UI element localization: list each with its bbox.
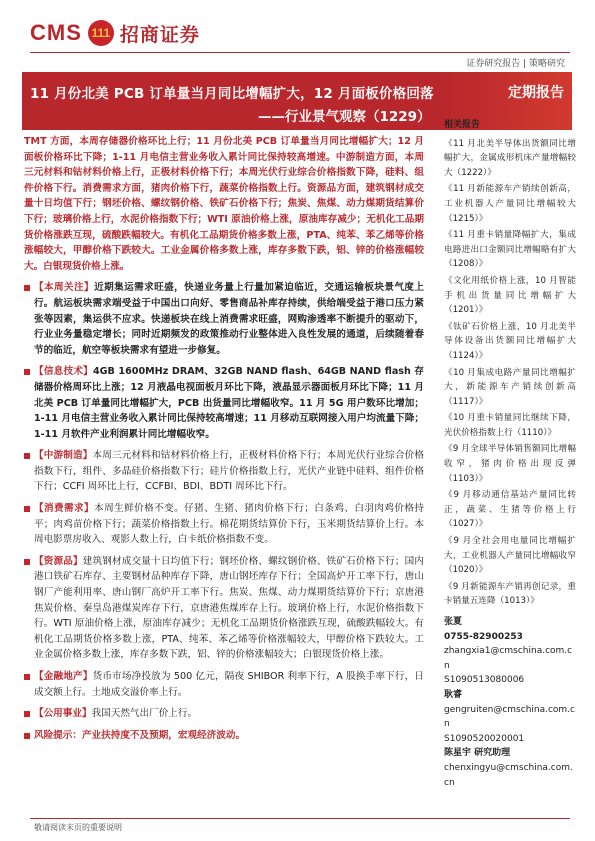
section-text: 近期集运需求旺盛，快递业务量上行量加紧迫临近，交通运输板块景气度上行。航运板块需求端受益于中国出口向好、零售商品补库存持续，供给端受益于港口压力紧张等因素，集运供不应求。快递板块在线上消费需求旺盛，网购渗透率不断提升的驱动下，行业业务量稳定增长；同时近期频发的政策推动行业整体进入良性发展的通道，后续随着春节的临近，航空等板块需求有望进一步修复。	[34, 282, 425, 356]
analyst-cert: S1090513080006	[444, 675, 525, 686]
analyst-email[interactable]: gengruiten@cmschina.com.cn	[444, 704, 576, 730]
bullet-square-icon	[24, 674, 30, 680]
sidebar	[444, 118, 576, 790]
analyst-phone: 0755-82900253	[444, 631, 523, 642]
analyst-cert: S1090520020001	[444, 733, 525, 744]
section-utilities	[24, 706, 424, 722]
related-report-link[interactable]: 《9 月移动通信基站产量同比转正，蔬菜、生猪等价格上行（1027）》	[444, 490, 576, 530]
main-column	[24, 134, 424, 743]
section-tag: 【中游制造】	[34, 450, 93, 462]
bullet-square-icon	[24, 711, 30, 717]
related-reports-heading: 相关报告	[444, 120, 481, 130]
section-text: 本周生鲜价格不变。仔猪、生猪、猪肉价格下行；白条鸡、白羽肉鸡价格持平；肉鸡苗价格下行；蔬菜价格指数上行。棉花期货结算价下行，玉米期货结算价上行。本周电影票房收入、观影人数上行，白卡纸价格指数不变。	[34, 503, 425, 546]
bullet-square-icon	[24, 285, 30, 291]
analyst-name: 陈星宇 研究助理	[444, 748, 511, 759]
section-tag: 【信息技术】	[34, 366, 93, 378]
analyst-email[interactable]: zhangxia1@cmschina.com.cn	[444, 646, 573, 671]
section-it	[24, 364, 424, 442]
section-tag: 【本周关注】	[34, 282, 95, 294]
section-resources	[24, 554, 424, 663]
related-report-link[interactable]: 《9 月全球半导体销售额同比增幅收窄，猪肉价格出现反弹（1103）》	[444, 444, 576, 484]
footer-disclaimer: 敬请阅读末页的重要说明	[34, 823, 122, 832]
summary-paragraph: TMT 方面，本周存储器价格环比上行；11 月份北美 PCB 订单量当月同比增幅扩大；12 月面板价格环比下降；1-11 月电信主营业务收入累计同比保持较高增速。中游制造方面，本周三元材料和钴材料价格上行，正极材料价格下行；本周光伏行业综合价格指数下降，硅料、组件价格下行。消费需求方面，猪肉价格下行，蔬菜价格指数上行。资源品方面，建筑钢材成交量十日均值下行；钢坯价格、螺纹钢价格、铁矿石价格下行；焦炭、焦煤、动力煤期货结算价下行；玻璃价格上行，水泥价格指数下行；WTI 原油价格上涨，原油库存减少；无机化工品期货价格涨跌互现，硫酸跌幅较大。有机化工品期货价格多数上涨，PTA、纯苯、苯乙烯等价格涨幅较大，甲醇价格下跌较大。工业金属价格多数上涨，库存多数下跌，铝、锌的价格涨幅较大。白银现货价格上涨。	[24, 136, 424, 272]
logo-latin: CMS	[30, 20, 82, 45]
section-text: 我国天然气出厂价上行。	[91, 708, 198, 720]
logo-mark-text: 111	[91, 26, 111, 40]
risk-text: 风险提示：产业扶持度不及预期，宏观经济波动。	[34, 729, 246, 741]
related-report-link[interactable]: 《11 月重卡销量降幅扩大，集成电路进出口金额同比增幅略有扩大（1208）》	[444, 230, 576, 270]
risk-warning	[24, 728, 424, 744]
logo-mark-icon	[88, 20, 114, 46]
footer-divider	[30, 818, 570, 819]
report-type-label: 定期报告	[508, 85, 564, 101]
section-manufacturing	[24, 448, 424, 495]
section-text: 4GB 1600MHz DRAM、32GB NAND flash、64GB NAND flash 存储器价格周环比上涨；12 月液晶电视面板月环比下降，液晶显示器面板月环比下降；11 月北美 PCB 订单量同比增幅扩大，PCB 出货量同比增幅收窄。11 月 5G 用户数环比增加；1-11 月电信主营业务收入累计同比保持较高增速；11 月移动互联网接入用户均流量下降；1-11 月软件产业利润累计同比增幅收窄。	[34, 366, 424, 440]
related-report-link[interactable]: 《9 月全社会用电量同比增幅扩大，工业机器人产量同比增幅收窄（1020）》	[444, 536, 576, 576]
section-consumption	[24, 501, 424, 548]
section-tag: 【资源品】	[34, 555, 83, 567]
related-report-link[interactable]: 《11 月北美半导体出货额同比增幅扩大，金属成形机床产量增幅较大（1222）》	[444, 138, 576, 178]
related-report-link[interactable]: 《钛矿石价格上涨，10 月北美半导体设备出货额同比增幅扩大（1124）》	[444, 321, 576, 361]
bullet-square-icon	[24, 559, 30, 565]
section-finance	[24, 669, 424, 700]
header-divider	[30, 52, 570, 53]
report-title: 11 月份北美 PCB 订单量当月同比增幅扩大，12 月面板价格回落	[30, 86, 434, 102]
bullet-square-icon	[24, 733, 30, 739]
report-subtitle: ——行业景气观察（1229）	[258, 109, 431, 125]
section-focus	[24, 280, 424, 358]
bullet-square-icon	[24, 369, 30, 375]
section-text: 货币市场净投放为 500 亿元，隔夜 SHIBOR 利率下行，A 股换手率下行，日成交额上行。土地成交溢价率上行。	[34, 671, 425, 698]
related-report-link[interactable]: 《11 月新能源车产销续创新高，工业机器人产量同比增幅较大（1215）》	[444, 184, 576, 224]
analyst-name: 张夏	[444, 617, 463, 627]
related-report-link[interactable]: 《10 月集成电路产量同比增幅扩大，新能源车产销续创新高（1117）》	[444, 367, 576, 407]
logo-chinese: 招商证券	[119, 23, 200, 46]
section-tag: 【金融地产】	[34, 671, 93, 682]
related-report-link[interactable]: 《9 月新能源车产销再创记录，重卡销量五连降（1013）》	[444, 581, 576, 607]
section-text: 建筑钢材成交量十日均值下行；钢坯价格、螺纹钢价格、铁矿石价格下行；国内港口铁矿石库存、主要钢材品种库存下降，唐山钢坯库存下行；全国高炉开工率下行，唐山钢厂产能利用率、唐山钢厂高炉开工率下行。焦炭、焦煤、动力煤期货结算价下行；京唐港焦炭价格、秦皇岛港煤炭库存下行，京唐港焦煤库存上行。玻璃价格上行，水泥价格指数下行。WTI 原油价格上涨，原油库存减少；无机化工品期货价格涨跌互现，硫酸跌幅较大。有机化工品期货价格多数上涨，PTA、纯苯、苯乙烯等价格涨幅较大，甲醇价格下跌较大。工业金属价格多数上涨，库存多数下跌，铝、锌的价格涨幅较大；白银现货价格上涨。	[34, 555, 425, 661]
section-tag: 【消费需求】	[34, 503, 95, 515]
related-report-link[interactable]: 《文化用纸价格上涨，10 月智能手机出货量同比增幅扩大（1201）》	[444, 275, 576, 316]
bullet-square-icon	[24, 453, 30, 459]
report-category: 证券研究报告 | 策略研究	[466, 59, 565, 69]
bullet-square-icon	[24, 506, 30, 512]
analyst-email[interactable]: chenxingyu@cmschina.com.cn	[444, 762, 573, 788]
company-logo	[30, 18, 200, 48]
related-report-link[interactable]: 《10 月重卡销量同比继续下降，光伏价格指数上行（1110）》	[444, 413, 576, 438]
analyst-block	[444, 615, 576, 790]
analyst-name: 耿睿	[444, 689, 463, 700]
section-tag: 【公用事业】	[34, 708, 92, 720]
section-text: 本周三元材料和钴材料价格上行，正极材料价格下行；本周光伏行业综合价格指数下行，组件、多晶硅价格指数下行；硅片价格指数上行，光伏产业链中硅料、组件价格下行；CCFI 周环比上行，CCFBI、BDI、BDTI 周环比下行。	[34, 450, 425, 493]
